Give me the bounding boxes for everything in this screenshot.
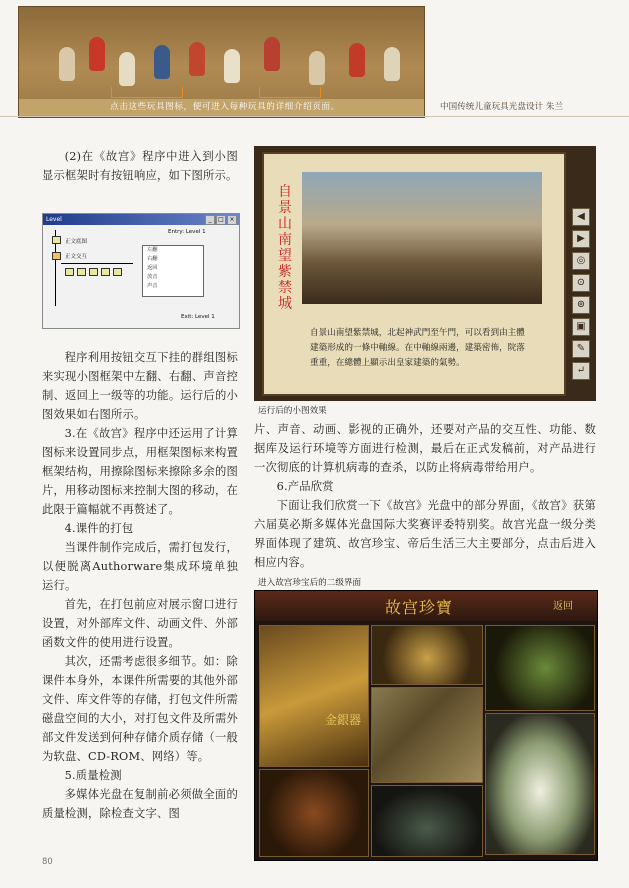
title-bar xyxy=(255,591,597,621)
map-icon-5[interactable] xyxy=(113,268,122,276)
branch-list xyxy=(142,245,204,297)
vertical-title: 自景山南望紫禁城 xyxy=(278,184,292,312)
censer-tile[interactable] xyxy=(371,625,483,685)
paragraph: 当课件制作完成后，需打包发行，以便脱离Authorware集成环境单独运行。 xyxy=(42,541,238,592)
node-label-2: 正文交互 xyxy=(65,254,88,260)
interaction-icon[interactable] xyxy=(52,252,61,260)
screenshot-frame xyxy=(262,152,566,396)
exit-label: Exit: Level 1 xyxy=(181,314,215,320)
music-icon[interactable]: ⊙ xyxy=(572,274,590,292)
figure-caption-2: 进入故宫珍宝后的二级界面 xyxy=(258,578,362,588)
section-heading: 6.产品欣赏 xyxy=(276,480,334,493)
list-item: 右翻 xyxy=(147,256,158,262)
screen-title: 故宫珍寶 xyxy=(385,598,454,617)
page-number: 80 xyxy=(42,857,53,867)
map-icon-2[interactable] xyxy=(77,268,86,276)
bronze-tile[interactable] xyxy=(371,785,483,857)
list-item: 声音 xyxy=(147,283,158,289)
zoom-icon[interactable]: ⊚ xyxy=(572,296,590,314)
paragraph: 3.在《故宫》程序中还运用了计算图标来设置同步点，用框架图标来构置框架结构，用擦除图标来擦除多余的图片，用移动图标来控制大图的移动，在此限于篇幅就不再赘述了。 xyxy=(42,427,238,516)
treasure-screenshot xyxy=(254,590,598,861)
left-column xyxy=(42,348,238,823)
list-item: 返回 xyxy=(147,265,158,271)
back-button[interactable]: 返回 xyxy=(553,601,573,612)
map-icon-1[interactable] xyxy=(65,268,74,276)
close-icon[interactable]: × xyxy=(227,215,237,225)
prev-icon[interactable]: ◀ xyxy=(572,208,590,226)
section-heading: 5.质量检测 xyxy=(64,769,122,782)
maximize-icon[interactable]: □ xyxy=(216,215,226,225)
gold-silver-label: 金銀器 xyxy=(325,713,362,727)
return-icon[interactable]: ↵ xyxy=(572,362,590,380)
painting-tile[interactable] xyxy=(371,687,483,783)
entry-label: Entry: Level 1 xyxy=(168,229,206,235)
minimize-icon[interactable]: _ xyxy=(205,215,215,225)
paragraph-intro: (2)在《故宫》程序中进入到小图显示框架时有按钮响应，如下图所示。 xyxy=(42,150,238,182)
jade-tile[interactable] xyxy=(485,625,595,711)
frame-icon[interactable]: ▣ xyxy=(572,318,590,336)
display-icon[interactable] xyxy=(52,236,61,244)
palace-photo xyxy=(302,172,542,304)
paragraph: 程序利用按钮交互下挂的群组图标来实现小图框架中左翻、右翻、声音控制、返回上一级等的功能。运行后的小图效果如右图所示。 xyxy=(42,351,238,421)
section-heading: 4.课件的打包 xyxy=(64,522,134,535)
paragraph: 下面让我们欣赏一下《故宫》光盘中的部分界面，《故宫》获第六届莫必斯多媒体光盘国际大奖赛评委特别奖。故宫光盘一级分类界面体现了建筑、故宫珍宝、帝后生活三大主要部分，点击后进入相应内容。 xyxy=(254,499,596,569)
paragraph: 多媒体光盘在复制前必须做全面的质量检测，除检查文字、图 xyxy=(42,788,238,820)
palace-screenshot xyxy=(254,146,596,401)
paragraph: 片、声音、动画、影视的正确外，还要对产品的交互性、功能、数据库及运行环境等方面进行检测，最后在正式发稿前，对产品进行一次彻底的计算机病毒的查杀，以防止将病毒带给用户。 xyxy=(254,423,596,474)
photo-description: 自景山南望紫禁城，北起神武門至午門，可以看到由主體建築形成的一條中軸線。在中軸線兩邊，建築密佈，院落重重，在總體上顯示出皇家建築的氣勢。 xyxy=(310,328,525,368)
node-label-1: 正文底图 xyxy=(65,239,88,245)
sound-icon[interactable]: ◎ xyxy=(572,252,590,270)
brush-pot-tile[interactable] xyxy=(259,769,369,857)
map-icon-4[interactable] xyxy=(101,268,110,276)
paragraph: 其次，还需考虑很多细节。如：除课件本身外，本课件所需要的其他外部文件、库文件等的存储，打包文件所需磁盘空间的大小，对打包文件及所需外部文件发送到何种存储介质存储（一般为软盘、CD-ROM、网络）等。 xyxy=(42,655,238,763)
vase-tile[interactable] xyxy=(485,713,595,855)
side-button-bar xyxy=(572,208,590,384)
list-item: 放音 xyxy=(147,274,158,280)
right-column xyxy=(254,420,596,572)
list-item: 左翻 xyxy=(147,247,158,253)
map-icon-3[interactable] xyxy=(89,268,98,276)
figure-caption-1: 运行后的小图效果 xyxy=(258,406,327,416)
gold-vessel-tile[interactable] xyxy=(259,625,369,767)
next-icon[interactable]: ▶ xyxy=(572,230,590,248)
flowline-window xyxy=(42,213,240,329)
edit-icon[interactable]: ✎ xyxy=(572,340,590,358)
banner-caption: 点击这些玩具图标，便可进入每种玩具的详细介绍页面。 xyxy=(110,102,340,112)
paragraph: 首先，在打包前应对展示窗口进行设置，对外部库文件、动画文件、外部函数文件的使用进行设置。 xyxy=(42,598,238,649)
top-divider xyxy=(0,116,629,117)
window-title: Level xyxy=(46,216,62,223)
banner-credit: 中国传统儿童玩具光盘设计 朱兰 xyxy=(440,102,564,112)
